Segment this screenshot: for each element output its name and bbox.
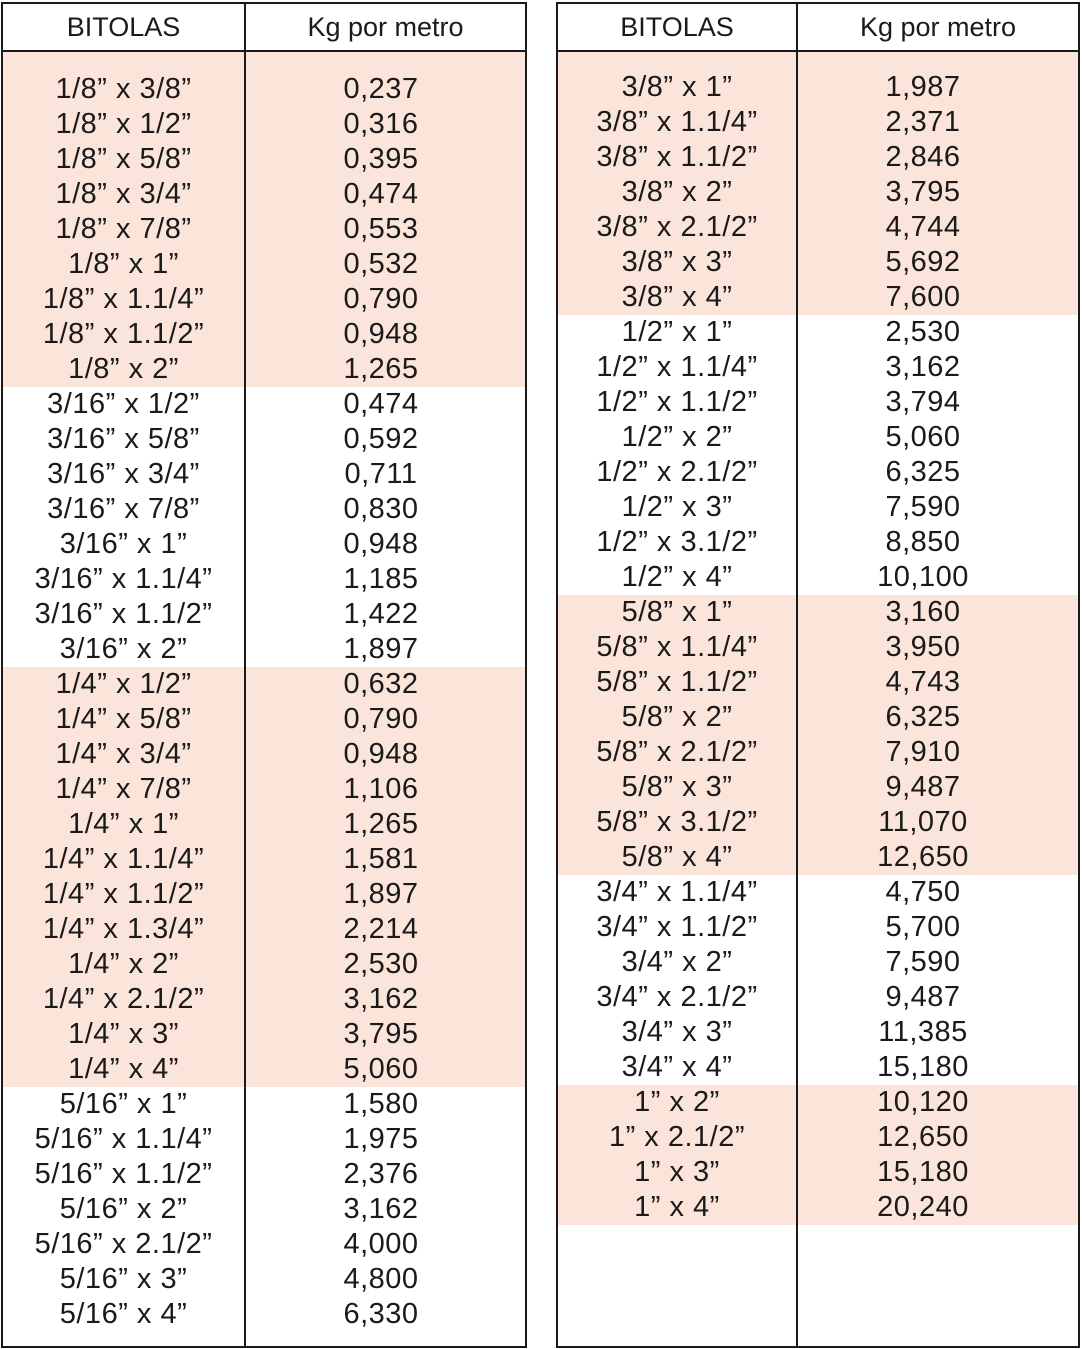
table-row bbox=[558, 1015, 1078, 1050]
table-row bbox=[558, 700, 1078, 735]
kg-per-meter-cell: 1,265 bbox=[343, 353, 419, 385]
table-row bbox=[558, 910, 1078, 945]
table-body bbox=[3, 52, 525, 1346]
bitola-cell: 1/8” x 1/2” bbox=[55, 108, 192, 140]
table-body bbox=[558, 52, 1078, 1346]
row-group bbox=[558, 595, 1078, 875]
table-row bbox=[558, 420, 1078, 455]
kg-per-meter-cell: 3,950 bbox=[885, 631, 961, 663]
kg-per-meter-cell: 12,650 bbox=[877, 841, 969, 873]
bitola-cell: 5/16” x 1.1/2” bbox=[34, 1158, 213, 1190]
table-row bbox=[558, 140, 1078, 175]
table-row bbox=[3, 1227, 525, 1262]
bitola-cell: 5/8” x 1.1/2” bbox=[596, 666, 758, 698]
table-row bbox=[3, 772, 525, 807]
bitola-cell: 3/4” x 2.1/2” bbox=[596, 981, 758, 1013]
kg-per-meter-cell: 4,744 bbox=[885, 211, 961, 243]
kg-per-meter-cell: 4,800 bbox=[343, 1263, 419, 1295]
table-row bbox=[3, 457, 525, 492]
kg-per-meter-cell: 0,948 bbox=[343, 738, 419, 770]
table-row bbox=[3, 562, 525, 597]
kg-per-meter-cell: 2,371 bbox=[885, 106, 961, 138]
table-row bbox=[3, 597, 525, 632]
kg-per-meter-cell: 3,795 bbox=[343, 1018, 419, 1050]
table-row bbox=[3, 702, 525, 737]
table-row bbox=[3, 1087, 525, 1122]
bitola-cell: 1/8” x 1.1/2” bbox=[42, 318, 205, 350]
weight-table-left bbox=[1, 2, 527, 1348]
row-group bbox=[3, 387, 525, 667]
kg-per-meter-cell: 1,185 bbox=[343, 563, 419, 595]
table-row bbox=[3, 247, 525, 282]
kg-per-meter-cell: 10,120 bbox=[877, 1086, 969, 1118]
kg-per-meter-cell: 15,180 bbox=[877, 1051, 969, 1083]
table-row bbox=[558, 770, 1078, 805]
bitola-cell: 1/2” x 4” bbox=[621, 561, 733, 593]
kg-per-meter-cell: 1,897 bbox=[343, 878, 419, 910]
table-row bbox=[558, 735, 1078, 770]
table-row bbox=[558, 595, 1078, 630]
bitola-cell: 1/8” x 1.1/4” bbox=[42, 283, 205, 315]
table-row bbox=[558, 525, 1078, 560]
kg-per-meter-cell: 2,530 bbox=[885, 316, 961, 348]
kg-per-meter-cell: 2,846 bbox=[885, 141, 961, 173]
table-row bbox=[558, 980, 1078, 1015]
bitola-cell: 5/8” x 1” bbox=[621, 596, 733, 628]
table-row bbox=[558, 945, 1078, 980]
bitola-cell: 1/2” x 3” bbox=[621, 491, 733, 523]
bitola-cell: 3/8” x 1.1/4” bbox=[596, 106, 758, 138]
kg-per-meter-cell: 0,592 bbox=[343, 423, 419, 455]
table-row bbox=[3, 1157, 525, 1192]
table-row bbox=[558, 875, 1078, 910]
bitola-cell: 1/8” x 5/8” bbox=[55, 143, 192, 175]
kg-per-meter-cell: 9,487 bbox=[885, 981, 961, 1013]
kg-per-meter-cell: 4,750 bbox=[885, 876, 961, 908]
kg-per-meter-cell: 10,100 bbox=[877, 561, 969, 593]
kg-per-meter-cell: 0,790 bbox=[343, 283, 419, 315]
kg-per-meter-cell: 1,106 bbox=[343, 773, 419, 805]
row-group bbox=[558, 315, 1078, 595]
bitola-cell: 1/2” x 2.1/2” bbox=[596, 456, 758, 488]
table-row bbox=[3, 982, 525, 1017]
bitola-cell: 1/8” x 3/4” bbox=[55, 178, 192, 210]
table-row bbox=[3, 492, 525, 527]
bitola-cell: 1/4” x 5/8” bbox=[55, 703, 192, 735]
bitola-cell: 3/4” x 4” bbox=[621, 1051, 733, 1083]
kg-per-meter-cell: 4,743 bbox=[885, 666, 961, 698]
kg-per-meter-cell: 1,265 bbox=[343, 808, 419, 840]
table-row bbox=[3, 282, 525, 317]
kg-per-meter-cell: 2,376 bbox=[343, 1158, 419, 1190]
bitola-cell: 1” x 3” bbox=[634, 1156, 720, 1188]
bitola-cell: 1” x 4” bbox=[634, 1191, 720, 1223]
bitola-cell: 3/16” x 1.1/2” bbox=[34, 598, 213, 630]
header-kg-por-metro: Kg por metro bbox=[859, 12, 1017, 42]
kg-per-meter-cell: 0,790 bbox=[343, 703, 419, 735]
table-row bbox=[558, 175, 1078, 210]
kg-per-meter-cell: 7,910 bbox=[885, 736, 961, 768]
kg-per-meter-cell: 11,070 bbox=[878, 806, 968, 838]
kg-per-meter-cell: 3,795 bbox=[885, 176, 961, 208]
bitola-cell: 1/4” x 1.3/4” bbox=[42, 913, 205, 945]
kg-per-meter-cell: 0,532 bbox=[343, 248, 419, 280]
header-bitolas: BITOLAS bbox=[620, 12, 734, 42]
weight-table-right bbox=[556, 2, 1080, 1348]
bitola-cell: 5/8” x 4” bbox=[621, 841, 733, 873]
table-row bbox=[558, 105, 1078, 140]
kg-per-meter-cell: 0,237 bbox=[343, 73, 419, 105]
bitola-cell: 3/8” x 2.1/2” bbox=[596, 211, 758, 243]
kg-per-meter-cell: 5,060 bbox=[885, 421, 961, 453]
table-row bbox=[3, 1017, 525, 1052]
table-row bbox=[3, 1122, 525, 1157]
row-group bbox=[3, 667, 525, 1087]
bitola-cell: 5/8” x 2” bbox=[621, 701, 733, 733]
row-group bbox=[558, 875, 1078, 1085]
table-row bbox=[558, 350, 1078, 385]
bitola-cell: 3/8” x 4” bbox=[621, 281, 733, 313]
kg-per-meter-cell: 1,987 bbox=[885, 71, 961, 103]
bitola-cell: 1/4” x 1.1/4” bbox=[42, 843, 205, 875]
kg-per-meter-cell: 1,422 bbox=[343, 598, 419, 630]
bitola-cell: 1” x 2” bbox=[634, 1086, 720, 1118]
bitola-cell: 1/8” x 2” bbox=[68, 353, 179, 385]
table-row bbox=[558, 1120, 1078, 1155]
table-row bbox=[558, 630, 1078, 665]
table-row bbox=[558, 490, 1078, 525]
table-row bbox=[3, 912, 525, 947]
table-row bbox=[3, 842, 525, 877]
bitola-cell: 1/4” x 2.1/2” bbox=[42, 983, 205, 1015]
kg-per-meter-cell: 9,487 bbox=[885, 771, 961, 803]
table-row bbox=[3, 142, 525, 177]
bitola-cell: 1/4” x 7/8” bbox=[55, 773, 192, 805]
table-row bbox=[3, 317, 525, 352]
bitola-cell: 1/4” x 3” bbox=[68, 1018, 179, 1050]
table-row bbox=[558, 805, 1078, 840]
table-row bbox=[558, 70, 1078, 105]
bitola-cell: 1/2” x 1.1/4” bbox=[596, 351, 758, 383]
bitola-cell: 3/16” x 7/8” bbox=[47, 493, 200, 525]
table-row bbox=[3, 1297, 525, 1332]
bitola-cell: 3/8” x 1” bbox=[621, 71, 733, 103]
bitola-cell: 1” x 2.1/2” bbox=[608, 1121, 746, 1153]
column-divider bbox=[796, 4, 798, 1346]
bitola-cell: 3/16” x 3/4” bbox=[47, 458, 200, 490]
table-row bbox=[3, 632, 525, 667]
table-row bbox=[558, 1190, 1078, 1225]
bitola-cell: 3/16” x 1” bbox=[59, 528, 188, 560]
kg-per-meter-cell: 2,214 bbox=[343, 913, 419, 945]
kg-per-meter-cell: 5,060 bbox=[343, 1053, 419, 1085]
bitola-cell: 5/8” x 3.1/2” bbox=[596, 806, 758, 838]
kg-per-meter-cell: 7,600 bbox=[885, 281, 961, 313]
table-row bbox=[558, 245, 1078, 280]
bitola-cell: 5/16” x 2” bbox=[59, 1193, 188, 1225]
bitola-cell: 1/8” x 3/8” bbox=[55, 73, 192, 105]
bitola-cell: 5/16” x 1.1/4” bbox=[34, 1123, 213, 1155]
bitola-cell: 5/8” x 1.1/4” bbox=[596, 631, 758, 663]
table-row bbox=[3, 527, 525, 562]
kg-per-meter-cell: 4,000 bbox=[343, 1228, 419, 1260]
kg-per-meter-cell: 2,530 bbox=[343, 948, 419, 980]
table-row bbox=[558, 280, 1078, 315]
kg-per-meter-cell: 6,325 bbox=[885, 701, 961, 733]
table-row bbox=[3, 667, 525, 702]
bitola-cell: 5/16” x 1” bbox=[59, 1088, 188, 1120]
kg-per-meter-cell: 3,162 bbox=[343, 983, 419, 1015]
bitola-cell: 1/2” x 1” bbox=[621, 316, 733, 348]
table-row bbox=[3, 72, 525, 107]
bitola-cell: 5/8” x 2.1/2” bbox=[596, 736, 758, 768]
bitola-cell: 3/16” x 1.1/4” bbox=[34, 563, 213, 595]
kg-per-meter-cell: 1,581 bbox=[343, 843, 419, 875]
table-row bbox=[3, 1052, 525, 1087]
bitola-cell: 1/4” x 1/2” bbox=[55, 668, 192, 700]
table-row bbox=[558, 1085, 1078, 1120]
bitola-cell: 1/4” x 2” bbox=[68, 948, 179, 980]
bitola-cell: 3/4” x 1.1/2” bbox=[596, 911, 758, 943]
table-row bbox=[3, 422, 525, 457]
bitola-cell: 5/16” x 4” bbox=[59, 1298, 188, 1330]
table-row bbox=[558, 315, 1078, 350]
table-row bbox=[558, 385, 1078, 420]
bitola-cell: 5/8” x 3” bbox=[621, 771, 733, 803]
table-row bbox=[3, 212, 525, 247]
row-group bbox=[558, 1085, 1078, 1225]
kg-per-meter-cell: 0,395 bbox=[343, 143, 419, 175]
bitola-cell: 1/4” x 1” bbox=[68, 808, 179, 840]
kg-per-meter-cell: 15,180 bbox=[877, 1156, 969, 1188]
bitola-cell: 3/16” x 2” bbox=[59, 633, 188, 665]
bitola-cell: 1/2” x 2” bbox=[621, 421, 733, 453]
bitola-cell: 3/4” x 2” bbox=[621, 946, 733, 978]
table-row bbox=[3, 352, 525, 387]
header-bitolas: BITOLAS bbox=[66, 12, 181, 42]
kg-per-meter-cell: 3,160 bbox=[885, 596, 961, 628]
header-kg-por-metro: Kg por metro bbox=[307, 12, 464, 42]
table-row bbox=[3, 877, 525, 912]
table-row bbox=[558, 840, 1078, 875]
table-row bbox=[558, 455, 1078, 490]
kg-per-meter-cell: 0,948 bbox=[343, 528, 419, 560]
table-row bbox=[558, 1155, 1078, 1190]
bitola-cell: 1/8” x 7/8” bbox=[55, 213, 192, 245]
kg-per-meter-cell: 8,850 bbox=[885, 526, 961, 558]
bitola-cell: 3/8” x 2” bbox=[621, 176, 733, 208]
kg-per-meter-cell: 1,580 bbox=[343, 1088, 419, 1120]
kg-per-meter-cell: 5,700 bbox=[885, 911, 961, 943]
table-row bbox=[3, 807, 525, 842]
table-row bbox=[558, 560, 1078, 595]
kg-per-meter-cell: 0,948 bbox=[343, 318, 419, 350]
table-header bbox=[3, 4, 525, 52]
bitola-cell: 3/16” x 1/2” bbox=[47, 388, 200, 420]
kg-per-meter-cell: 3,162 bbox=[885, 351, 961, 383]
kg-per-meter-cell: 20,240 bbox=[877, 1191, 969, 1223]
row-group bbox=[3, 1087, 525, 1332]
kg-per-meter-cell: 3,794 bbox=[885, 386, 961, 418]
column-divider bbox=[244, 4, 246, 1346]
kg-per-meter-cell: 7,590 bbox=[885, 491, 961, 523]
kg-per-meter-cell: 1,897 bbox=[343, 633, 419, 665]
row-group bbox=[558, 52, 1078, 315]
bitola-cell: 3/8” x 3” bbox=[621, 246, 733, 278]
kg-per-meter-cell: 0,316 bbox=[343, 108, 419, 140]
kg-per-meter-cell: 3,162 bbox=[343, 1193, 419, 1225]
kg-per-meter-cell: 0,830 bbox=[343, 493, 419, 525]
kg-per-meter-cell: 0,553 bbox=[343, 213, 419, 245]
bitola-cell: 3/8” x 1.1/2” bbox=[596, 141, 758, 173]
table-row bbox=[3, 947, 525, 982]
bitola-cell: 1/8” x 1” bbox=[68, 248, 179, 280]
kg-per-meter-cell: 0,474 bbox=[343, 388, 419, 420]
table-row bbox=[558, 210, 1078, 245]
row-group bbox=[3, 52, 525, 387]
bitola-cell: 3/16” x 5/8” bbox=[47, 423, 200, 455]
table-row bbox=[3, 387, 525, 422]
table-row bbox=[558, 1050, 1078, 1085]
bitola-cell: 1/2” x 1.1/2” bbox=[596, 386, 758, 418]
kg-per-meter-cell: 0,632 bbox=[343, 668, 419, 700]
kg-per-meter-cell: 6,325 bbox=[885, 456, 961, 488]
kg-per-meter-cell: 11,385 bbox=[878, 1016, 968, 1048]
bitola-cell: 5/16” x 2.1/2” bbox=[34, 1228, 213, 1260]
bitola-cell: 1/4” x 4” bbox=[68, 1053, 179, 1085]
kg-per-meter-cell: 1,975 bbox=[343, 1123, 419, 1155]
bitola-cell: 5/16” x 3” bbox=[59, 1263, 188, 1295]
kg-per-meter-cell: 6,330 bbox=[343, 1298, 419, 1330]
kg-per-meter-cell: 5,692 bbox=[885, 246, 961, 278]
bitola-cell: 1/4” x 3/4” bbox=[55, 738, 192, 770]
bitola-cell: 3/4” x 3” bbox=[621, 1016, 733, 1048]
bitola-cell: 3/4” x 1.1/4” bbox=[596, 876, 758, 908]
table-row bbox=[3, 107, 525, 142]
kg-per-meter-cell: 0,474 bbox=[343, 178, 419, 210]
kg-per-meter-cell: 0,711 bbox=[344, 458, 418, 490]
table-row bbox=[558, 665, 1078, 700]
table-row bbox=[3, 737, 525, 772]
table-row bbox=[3, 1262, 525, 1297]
table-header bbox=[558, 4, 1078, 52]
kg-per-meter-cell: 12,650 bbox=[877, 1121, 969, 1153]
table-row bbox=[3, 177, 525, 212]
table-row bbox=[3, 1192, 525, 1227]
kg-per-meter-cell: 7,590 bbox=[885, 946, 961, 978]
bitola-cell: 1/4” x 1.1/2” bbox=[42, 878, 205, 910]
bitola-cell: 1/2” x 3.1/2” bbox=[596, 526, 758, 558]
